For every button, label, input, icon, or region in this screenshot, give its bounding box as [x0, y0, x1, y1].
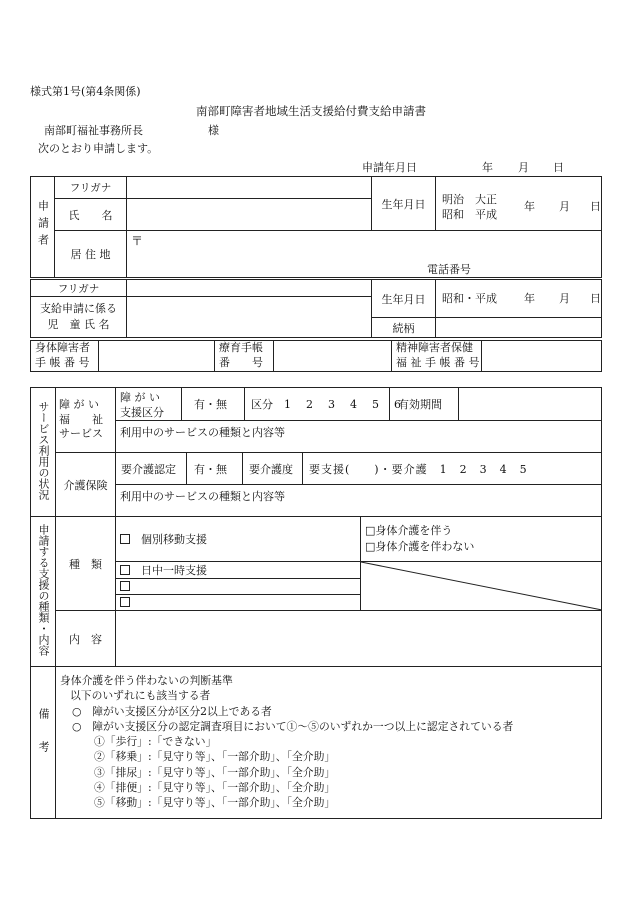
name-label: 氏 名 — [55, 199, 127, 231]
child-name-label-line-2: 児 童 氏 名 — [47, 318, 110, 331]
furigana-label: フリガナ — [55, 177, 127, 199]
remarks-section: 備考 — [31, 667, 56, 819]
type-item-2-label: 日中一時支援 — [141, 564, 207, 577]
care-usage-field[interactable]: 利用中のサービスの種類と内容等 — [116, 485, 602, 517]
with-care-option[interactable]: □身体介護を伴う — [365, 524, 453, 537]
ryoiku-handbook-label-line-1: 療育手帳 — [219, 341, 263, 354]
support-class-row — [116, 388, 602, 421]
welfare-service-label-line-1: 障 が い — [59, 397, 99, 411]
checkbox-icon[interactable] — [120, 565, 130, 575]
type-item-1[interactable] — [116, 517, 361, 562]
physical-handbook-label-line-2: 手 帳 番 号 — [35, 355, 90, 369]
care-support-values[interactable]: 要支援( )・要介護 1 2 3 4 5 — [309, 463, 528, 476]
support-class-label: 区分 — [251, 398, 273, 411]
remarks-line-8: ④「排便」:「見守り等」、「一部介助」、「全介助」 — [94, 781, 336, 795]
type-label: 種 類 — [56, 517, 116, 611]
content-label: 内 容 — [56, 611, 116, 667]
physical-handbook-label-line-1: 身体障害者 — [35, 341, 90, 354]
support-class-values[interactable]: 1 2 3 4 5 6 — [284, 398, 403, 411]
birth-date-label: 生年月日 — [372, 177, 436, 231]
remarks-line-1: 身体介護を伴う伴わないの判断基準 — [60, 674, 233, 687]
child-birth-label: 生年月日 — [372, 280, 436, 318]
care-cert-label: 要介護認定 — [121, 463, 176, 476]
welfare-service-label-line-2: 福 祉 — [59, 412, 103, 426]
relation-field[interactable] — [436, 318, 602, 338]
applicant-section: 申請者 — [31, 177, 55, 278]
checkbox-icon[interactable] — [120, 597, 130, 607]
remarks-line-4: ○ 障がい支援区分の認定調査項目において①～⑤のいずれか一つ以上に認定されている者 — [72, 719, 514, 733]
ryoiku-handbook-label — [215, 341, 274, 372]
service-table — [30, 387, 602, 819]
relation-label: 続柄 — [372, 318, 436, 338]
remarks-line-6: ②「移乗」:「見守り等」、「一部介助」、「全介助」 — [94, 750, 336, 764]
physical-handbook-field[interactable] — [99, 341, 215, 372]
date-day: 日 — [553, 161, 564, 174]
child-furigana-label: フリガナ — [31, 280, 127, 297]
type-item-2[interactable] — [116, 562, 361, 579]
date-year: 年 — [482, 161, 493, 174]
applicant-table — [30, 176, 602, 278]
physical-handbook-label — [31, 341, 99, 372]
child-birth-day: 日 — [590, 292, 601, 305]
remarks-line-7: ③「排尿」:「見守り等」、「一部介助」、「全介助」 — [94, 765, 336, 779]
child-name-label-line-1: 支給申請に係る — [40, 302, 117, 316]
page-title: 南部町障害者地域生活支援給付費支給申請書 — [196, 104, 426, 118]
addressee: 南部町福祉事務所長 — [44, 124, 143, 137]
support-class-label-1: 障 が い — [120, 391, 160, 404]
remarks-line-5: ①「歩行」:「できない」 — [94, 735, 217, 749]
request-section: 申請する支援の種類・内容 — [31, 517, 56, 667]
content-field[interactable] — [116, 611, 602, 667]
care-insurance-label: 介護保険 — [56, 453, 116, 517]
checkbox-icon[interactable] — [120, 581, 130, 591]
diagonal-line — [361, 562, 602, 610]
remarks-line-9: ⑤「移動」:「見守り等」、「一部介助」、「全介助」 — [94, 796, 336, 810]
ryoiku-handbook-field[interactable] — [274, 341, 392, 372]
checkbox-icon[interactable] — [120, 534, 130, 544]
child-name-label — [31, 297, 127, 338]
postal-mark: 〒 — [131, 234, 144, 248]
furigana-field[interactable] — [127, 177, 372, 199]
phone-label: 電話番号 — [427, 263, 471, 276]
era-line-2: 昭和 平成 — [442, 208, 497, 221]
child-birth-year: 年 — [524, 292, 535, 305]
child-era: 昭和・平成 — [442, 292, 497, 305]
child-birth-field[interactable] — [436, 280, 602, 318]
care-level-label: 要介護度 — [249, 463, 293, 476]
form-number: 様式第1号(第4条関係) — [30, 85, 141, 98]
remarks-line-3: ○ 障がい支援区分が区分2以上である者 — [72, 704, 272, 718]
care-option-cell — [361, 517, 602, 562]
name-field[interactable] — [127, 199, 372, 231]
welfare-service-label — [56, 388, 116, 453]
handbook-table — [30, 340, 602, 372]
address-label: 居 住 地 — [55, 231, 127, 278]
remarks-line-2: 以下のいずれにも該当する者 — [70, 689, 211, 703]
ryoiku-handbook-label-line-2: 番 号 — [219, 355, 263, 369]
type-item-4[interactable] — [116, 595, 361, 611]
child-birth-month: 月 — [559, 292, 570, 305]
mental-handbook-field[interactable] — [482, 341, 602, 372]
diagonal-cell — [361, 562, 602, 611]
intro-text: 次のとおり申請します。 — [38, 142, 159, 155]
birth-year: 年 — [524, 200, 535, 213]
care-cert-row — [116, 453, 602, 485]
child-table — [30, 279, 602, 338]
birth-month: 月 — [559, 200, 570, 213]
care-yes-no[interactable]: 有・無 — [194, 463, 227, 476]
child-furigana-field[interactable] — [127, 280, 372, 297]
type-item-1-label: 個別移動支援 — [141, 533, 207, 546]
mental-handbook-label — [392, 341, 482, 372]
support-yes-no[interactable]: 有・無 — [194, 398, 227, 411]
application-date-label: 申請年月日 — [362, 161, 417, 174]
birth-date-field[interactable] — [436, 177, 602, 231]
date-month: 月 — [518, 161, 529, 174]
support-class-label-2: 支援区分 — [120, 406, 164, 419]
welfare-usage-field[interactable]: 利用中のサービスの種類と内容等 — [116, 421, 602, 453]
valid-period-label: 有効期間 — [398, 398, 442, 411]
mental-handbook-label-line-1: 精神障害者保健 — [396, 341, 473, 354]
remarks-content — [56, 667, 602, 819]
mental-handbook-label-line-2: 福 祉 手 帳 番 号 — [396, 355, 480, 369]
address-field[interactable] — [127, 231, 602, 278]
honorific: 様 — [208, 124, 219, 137]
welfare-service-label-line-3: サービス — [59, 427, 103, 441]
service-status-section: サービス利用の状況 — [31, 388, 56, 517]
era-line-1: 明治 大正 — [442, 193, 497, 206]
birth-day: 日 — [590, 200, 601, 213]
without-care-option[interactable]: □身体介護を伴わない — [365, 539, 475, 553]
type-item-3[interactable] — [116, 579, 361, 595]
child-name-field[interactable] — [127, 318, 372, 338]
